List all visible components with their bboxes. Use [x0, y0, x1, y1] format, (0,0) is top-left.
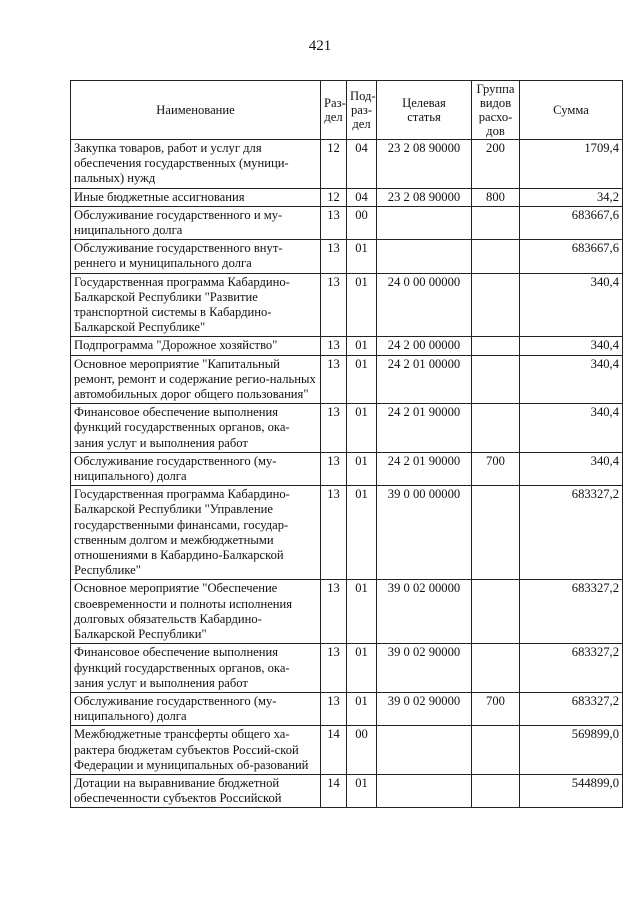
cell-name: Финансовое обеспечение выполнения функций государственных органов, ока-зания услуг и выполнения работ — [71, 644, 321, 693]
cell-gruppa — [472, 240, 520, 273]
cell-gruppa: 700 — [472, 452, 520, 485]
cell-razdel: 13 — [321, 692, 347, 725]
cell-podrazdel: 01 — [347, 486, 377, 580]
cell-celevaya — [377, 206, 472, 239]
cell-podrazdel: 04 — [347, 140, 377, 189]
cell-name: Государственная программа Кабардино-Балкарской Республики "Развитие транспортной системы в Кабардино-Балкарской Республике" — [71, 273, 321, 337]
page-number: 421 — [308, 38, 332, 54]
cell-razdel: 13 — [321, 580, 347, 644]
header-razdel: Раз- дел — [321, 81, 347, 140]
cell-name: Финансовое обеспечение выполнения функций государственных органов, ока-зания услуг и выполнения работ — [71, 404, 321, 453]
cell-razdel: 13 — [321, 240, 347, 273]
cell-name: Иные бюджетные ассигнования — [71, 188, 321, 206]
cell-podrazdel: 04 — [347, 188, 377, 206]
cell-razdel: 12 — [321, 140, 347, 189]
cell-podrazdel: 00 — [347, 206, 377, 239]
cell-podrazdel: 01 — [347, 404, 377, 453]
cell-razdel: 13 — [321, 486, 347, 580]
cell-summa: 34,2 — [520, 188, 623, 206]
cell-gruppa — [472, 774, 520, 807]
cell-celevaya — [377, 774, 472, 807]
cell-name: Межбюджетные трансферты общего ха-рактера бюджетам субъектов Россий-ской Федерации и муниципальных об-разований — [71, 726, 321, 775]
cell-celevaya: 24 2 01 00000 — [377, 355, 472, 404]
cell-podrazdel: 01 — [347, 337, 377, 355]
table-row — [71, 486, 623, 580]
cell-summa: 1709,4 — [520, 140, 623, 189]
cell-summa: 544899,0 — [520, 774, 623, 807]
table-row — [71, 240, 623, 273]
cell-gruppa — [472, 273, 520, 337]
cell-summa: 683667,6 — [520, 206, 623, 239]
cell-razdel: 13 — [321, 273, 347, 337]
cell-gruppa: 800 — [472, 188, 520, 206]
cell-summa: 683667,6 — [520, 240, 623, 273]
cell-razdel: 13 — [321, 404, 347, 453]
header-podrazdel: Под- раз- дел — [347, 81, 377, 140]
cell-celevaya — [377, 240, 472, 273]
table-row — [71, 452, 623, 485]
cell-podrazdel: 01 — [347, 644, 377, 693]
cell-summa: 340,4 — [520, 452, 623, 485]
cell-celevaya — [377, 726, 472, 775]
cell-summa: 683327,2 — [520, 486, 623, 580]
header-celevaya: Целевая статья — [377, 81, 472, 140]
cell-podrazdel: 01 — [347, 452, 377, 485]
cell-razdel: 14 — [321, 774, 347, 807]
cell-gruppa — [472, 337, 520, 355]
cell-name: Закупка товаров, работ и услуг для обеспечения государственных (муници-пальных) нужд — [71, 140, 321, 189]
table-row — [71, 774, 623, 807]
table-row — [71, 188, 623, 206]
cell-celevaya: 24 0 00 00000 — [377, 273, 472, 337]
cell-podrazdel: 01 — [347, 692, 377, 725]
cell-razdel: 13 — [321, 644, 347, 693]
cell-gruppa — [472, 726, 520, 775]
cell-gruppa — [472, 355, 520, 404]
cell-name: Обслуживание государственного (му-ниципального) долга — [71, 452, 321, 485]
cell-gruppa: 700 — [472, 692, 520, 725]
table-row — [71, 140, 623, 189]
cell-celevaya: 23 2 08 90000 — [377, 140, 472, 189]
budget-table — [70, 80, 623, 808]
cell-podrazdel: 01 — [347, 774, 377, 807]
cell-podrazdel: 01 — [347, 580, 377, 644]
table-header-row — [71, 81, 623, 140]
cell-name: Государственная программа Кабардино-Балкарской Республики "Управление государственными финансами, государ-ственным долгом и межбюджетными отношениями в Кабардино-Балкарской Республике" — [71, 486, 321, 580]
table-row — [71, 580, 623, 644]
cell-gruppa — [472, 206, 520, 239]
cell-razdel: 13 — [321, 452, 347, 485]
table-body — [71, 140, 623, 808]
cell-summa: 569899,0 — [520, 726, 623, 775]
cell-podrazdel: 01 — [347, 355, 377, 404]
cell-celevaya: 39 0 02 90000 — [377, 644, 472, 693]
cell-razdel: 13 — [321, 355, 347, 404]
cell-summa: 340,4 — [520, 337, 623, 355]
cell-summa: 683327,2 — [520, 644, 623, 693]
header-summa: Сумма — [520, 81, 623, 140]
cell-podrazdel: 01 — [347, 273, 377, 337]
table-row — [71, 355, 623, 404]
cell-name: Основное мероприятие "Капитальный ремонт, ремонт и содержание регио-нальных автомобильных дорог общего пользования" — [71, 355, 321, 404]
cell-name: Обслуживание государственного внут-реннего и муниципального долга — [71, 240, 321, 273]
cell-gruppa — [472, 580, 520, 644]
table-row — [71, 206, 623, 239]
cell-gruppa — [472, 404, 520, 453]
cell-name: Дотации на выравнивание бюджетной обеспеченности субъектов Российской — [71, 774, 321, 807]
cell-celevaya: 39 0 02 00000 — [377, 580, 472, 644]
cell-gruppa — [472, 644, 520, 693]
cell-summa: 340,4 — [520, 273, 623, 337]
table-row — [71, 644, 623, 693]
cell-summa: 683327,2 — [520, 692, 623, 725]
cell-celevaya: 39 0 00 00000 — [377, 486, 472, 580]
table-row — [71, 726, 623, 775]
cell-name: Обслуживание государственного (му-ниципального) долга — [71, 692, 321, 725]
cell-name: Основное мероприятие "Обеспечение своевременности и полноты исполнения долговых обязательств Кабардино-Балкарской Республики" — [71, 580, 321, 644]
cell-gruppa: 200 — [472, 140, 520, 189]
cell-summa: 340,4 — [520, 404, 623, 453]
cell-name: Обслуживание государственного и му-ниципального долга — [71, 206, 321, 239]
cell-celevaya: 24 2 00 00000 — [377, 337, 472, 355]
cell-gruppa — [472, 486, 520, 580]
cell-razdel: 12 — [321, 188, 347, 206]
cell-razdel: 13 — [321, 337, 347, 355]
cell-celevaya: 39 0 02 90000 — [377, 692, 472, 725]
table-row — [71, 404, 623, 453]
cell-summa: 340,4 — [520, 355, 623, 404]
cell-podrazdel: 01 — [347, 240, 377, 273]
cell-celevaya: 24 2 01 90000 — [377, 404, 472, 453]
cell-razdel: 14 — [321, 726, 347, 775]
header-name: Наименование — [71, 81, 321, 140]
cell-celevaya: 23 2 08 90000 — [377, 188, 472, 206]
cell-celevaya: 24 2 01 90000 — [377, 452, 472, 485]
cell-summa: 683327,2 — [520, 580, 623, 644]
table-row — [71, 337, 623, 355]
table-row — [71, 692, 623, 725]
cell-razdel: 13 — [321, 206, 347, 239]
header-gruppa: Группа видов расхо- дов — [472, 81, 520, 140]
table-row — [71, 273, 623, 337]
cell-podrazdel: 00 — [347, 726, 377, 775]
cell-name: Подпрограмма "Дорожное хозяйство" — [71, 337, 321, 355]
